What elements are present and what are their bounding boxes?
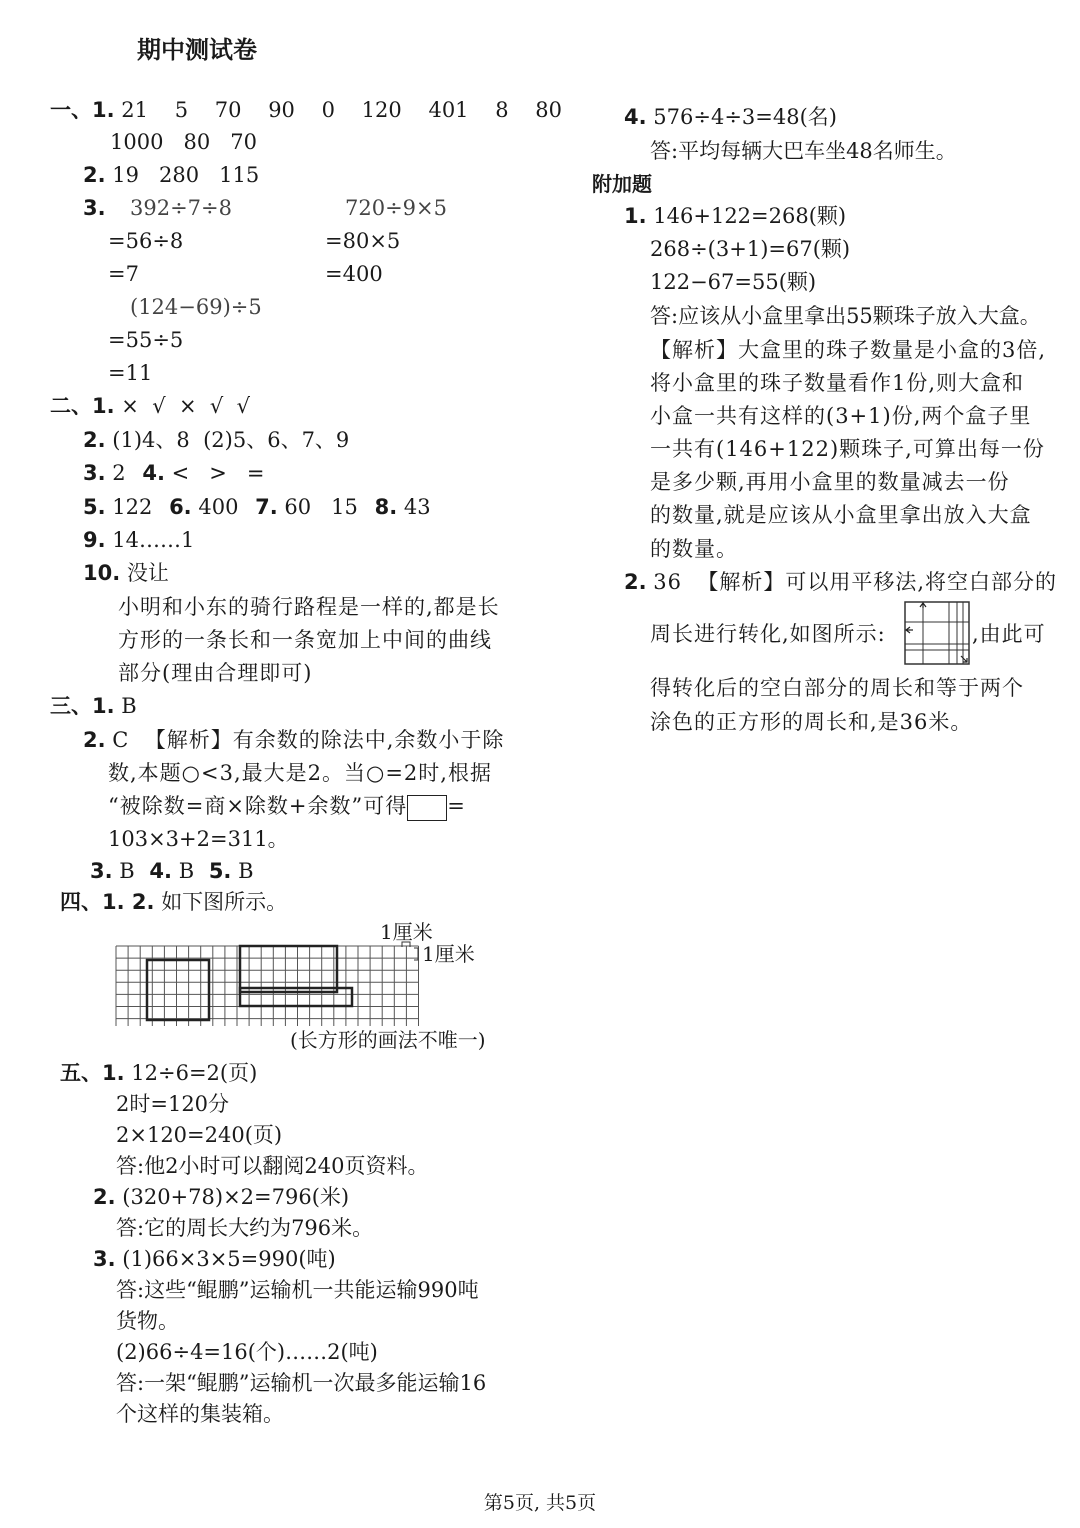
answer-text: B xyxy=(178,859,195,883)
section2-line1 xyxy=(50,392,250,420)
answer-text: 146+122=268(颗) xyxy=(653,204,847,228)
section1-q1-answers: 21 5 70 90 0 120 401 8 80 xyxy=(121,98,563,122)
answer-text: 122 xyxy=(112,495,153,519)
answer-text: 60 15 xyxy=(284,495,358,519)
calc2-line2: =80×5 xyxy=(325,229,401,253)
arrow-corner-icon xyxy=(961,656,967,662)
answer-text: 400 xyxy=(198,495,239,519)
extra-q1-analysis-4: 一共有(146+122)颗珠子,可算出每一份 xyxy=(650,437,1045,461)
section2-q5-q8 xyxy=(83,493,431,521)
answer-text: B xyxy=(121,694,137,718)
section5-q2 xyxy=(93,1183,349,1211)
answer-text: < > = xyxy=(171,461,265,485)
section2-label: 二、1. xyxy=(50,394,115,418)
answer-text: B xyxy=(119,859,135,883)
answer-text: C 【解析】有余数的除法中,余数小于除 xyxy=(112,728,505,752)
q-number: 2. xyxy=(83,428,106,452)
figure-caption: (长方形的画法不唯一) xyxy=(290,1028,486,1052)
section5-q3-line4: (2)66÷4=16(个)……2(吨) xyxy=(116,1340,378,1364)
calc2-line1: 720÷9×5 xyxy=(345,196,447,220)
extra-q1-line2: 268÷(3+1)=67(颗) xyxy=(650,237,851,261)
q-number: 2. xyxy=(93,1185,116,1209)
q-number: 2. xyxy=(624,570,647,594)
unit-label-right: 1厘米 xyxy=(422,942,475,966)
q-number: 3. xyxy=(93,1247,116,1271)
q-number: 5. xyxy=(208,859,232,883)
q-number: 4. xyxy=(149,859,172,883)
extra-title: 附加题 xyxy=(592,172,652,196)
section5-q1-line3: 2×120=240(页) xyxy=(116,1123,283,1147)
answer-text: “被除数=商×除数+余数”可得 xyxy=(108,794,408,818)
q-number: 2. xyxy=(83,163,106,187)
answer-text: × √ × √ √ xyxy=(121,394,251,418)
answer-text: 19 280 115 xyxy=(112,163,260,187)
q-number: 3. xyxy=(83,461,106,485)
arrow-left-icon xyxy=(906,627,913,633)
answer-text: 2 xyxy=(112,461,126,485)
section5-q3-line2: 答:这些“鲲鹏”运输机一共能运输990吨 xyxy=(116,1278,479,1302)
section5-q3-line6: 个这样的集装箱。 xyxy=(116,1402,284,1426)
section2-q2 xyxy=(83,426,349,454)
section3-q2-line2: 数,本题○<3,最大是2。当○=2时,根据 xyxy=(108,761,492,785)
grid-figure xyxy=(110,936,430,1026)
q-number: 10. xyxy=(83,561,121,585)
section4-label: 四、1. 2. xyxy=(60,890,155,914)
extra-q1-analysis-2: 将小盒里的珠子数量看作1份,则大盒和 xyxy=(650,371,1025,395)
answer-text: 12÷6=2(页) xyxy=(131,1061,258,1085)
right-q4 xyxy=(624,103,837,131)
answer-text: B xyxy=(238,859,254,883)
unit-label-top: 1厘米 xyxy=(380,920,433,944)
calc3-line3: =11 xyxy=(108,361,153,385)
calc3-line2: =55÷5 xyxy=(108,328,184,352)
answer-text: 没让 xyxy=(126,561,169,585)
extra-q2-line2a: 周长进行转化,如图所示: xyxy=(650,622,886,646)
section3-q2 xyxy=(83,726,504,754)
section2-q10-reason-3: 部分(理由合理即可) xyxy=(118,661,313,685)
section1-q2 xyxy=(83,161,259,189)
section2-q10-reason-2: 方形的一条长和一条宽加上中间的曲线 xyxy=(118,628,492,652)
answer-text: (320+78)×2=796(米) xyxy=(122,1185,350,1209)
answer-text: 576÷4÷3=48(名) xyxy=(653,105,837,129)
extra-q1-analysis-7: 的数量。 xyxy=(650,537,738,561)
calc1-line1: 392÷7÷8 xyxy=(130,196,232,220)
q-number: 3. xyxy=(90,859,113,883)
calc2-line3: =400 xyxy=(325,262,383,286)
q-number: 1. xyxy=(624,204,647,228)
calc3-line1: (124−69)÷5 xyxy=(130,295,262,319)
section2-q9 xyxy=(83,526,194,554)
extra-q1-answer: 答:应该从小盒里拿出55颗珠子放入大盒。 xyxy=(650,304,1041,328)
page-footer: 第5页, 共5页 xyxy=(483,1492,597,1514)
q-number: 7. xyxy=(255,495,278,519)
section1-line1 xyxy=(50,96,562,124)
calc1-line2: =56÷8 xyxy=(108,229,184,253)
section5-q1-line2: 2时=120分 xyxy=(116,1092,230,1116)
q-number: 8. xyxy=(374,495,398,519)
extra-q2-line3: 得转化后的空白部分的周长和等于两个 xyxy=(650,676,1024,700)
section5-line1 xyxy=(60,1059,257,1087)
answer-text: = xyxy=(447,794,466,818)
q-number: 6. xyxy=(169,495,192,519)
section1-label: 一、1. xyxy=(50,98,115,122)
page-title: 期中测试卷 xyxy=(137,36,257,64)
q-number: 4. xyxy=(142,461,165,485)
section2-q10-reason-1: 小明和小东的骑行路程是一样的,都是长 xyxy=(118,595,500,619)
section3-q2-line4: 103×3+2=311。 xyxy=(108,827,289,851)
section1-q3-number: 3. xyxy=(83,196,106,220)
q-number: 9. xyxy=(83,528,106,552)
section5-label: 五、1. xyxy=(60,1061,125,1085)
square-shape xyxy=(147,960,209,1020)
extra-q1 xyxy=(624,202,846,230)
extra-q1-analysis-6: 的数量,就是应该从小盒里拿出放入大盒 xyxy=(650,503,1032,527)
extra-q2-line4: 涂色的正方形的周长和,是36米。 xyxy=(650,710,973,734)
section5-q3-line5: 答:一架“鲲鹏”运输机一次最多能运输16 xyxy=(116,1371,487,1395)
section5-q2-answer: 答:它的周长大约为796米。 xyxy=(116,1216,374,1240)
section3-q2-line3 xyxy=(108,792,466,821)
section1-q1-answers-cont: 1000 80 70 xyxy=(110,130,257,154)
q-number: 4. xyxy=(624,105,647,129)
section2-q10 xyxy=(83,559,169,587)
section2-q3-q4 xyxy=(83,459,264,487)
extra-q1-analysis-3: 小盒一共有这样的(3+1)份,两个盒子里 xyxy=(650,404,1032,428)
q-number: 5. xyxy=(83,495,106,519)
right-q4-answer: 答:平均每辆大巴车坐48名师生。 xyxy=(650,139,957,163)
rectangle-shape-1 xyxy=(240,946,337,992)
section3-label: 三、1. xyxy=(50,694,115,718)
section4-line1 xyxy=(60,888,287,916)
section5-q3-line3: 货物。 xyxy=(116,1309,179,1333)
calc1-line3: =7 xyxy=(108,262,139,286)
extra-q2-line2b: ,由此可 xyxy=(972,622,1046,646)
answer-text: (1)4、8 (2)5、6、7、9 xyxy=(112,428,350,452)
answer-text: 14……1 xyxy=(112,528,195,552)
section3-q3-q5 xyxy=(90,857,254,885)
section3-line1 xyxy=(50,692,137,720)
answer-text: 如下图所示。 xyxy=(161,890,288,914)
answer-text: 43 xyxy=(403,495,431,519)
arrow-up-icon xyxy=(920,603,926,608)
answer-text: 36 【解析】可以用平移法,将空白部分的 xyxy=(653,570,1058,594)
answer-text: (1)66×3×5=990(吨) xyxy=(122,1247,336,1271)
extra-q2 xyxy=(624,568,1057,596)
extra-q1-line3: 122−67=55(颗) xyxy=(650,270,817,294)
section5-q1-answer: 答:他2小时可以翻阅240页资料。 xyxy=(116,1154,429,1178)
q-number: 2. xyxy=(83,728,106,752)
extra-q1-analysis-5: 是多少颗,再用小盒里的数量减去一份 xyxy=(650,470,1010,494)
rectangle-shape-2 xyxy=(240,988,352,1006)
extra-q1-analysis-1: 【解析】大盒里的珠子数量是小盒的3倍, xyxy=(650,338,1047,362)
section5-q3 xyxy=(93,1245,336,1273)
translation-figure xyxy=(903,600,973,666)
blank-box xyxy=(407,795,447,821)
